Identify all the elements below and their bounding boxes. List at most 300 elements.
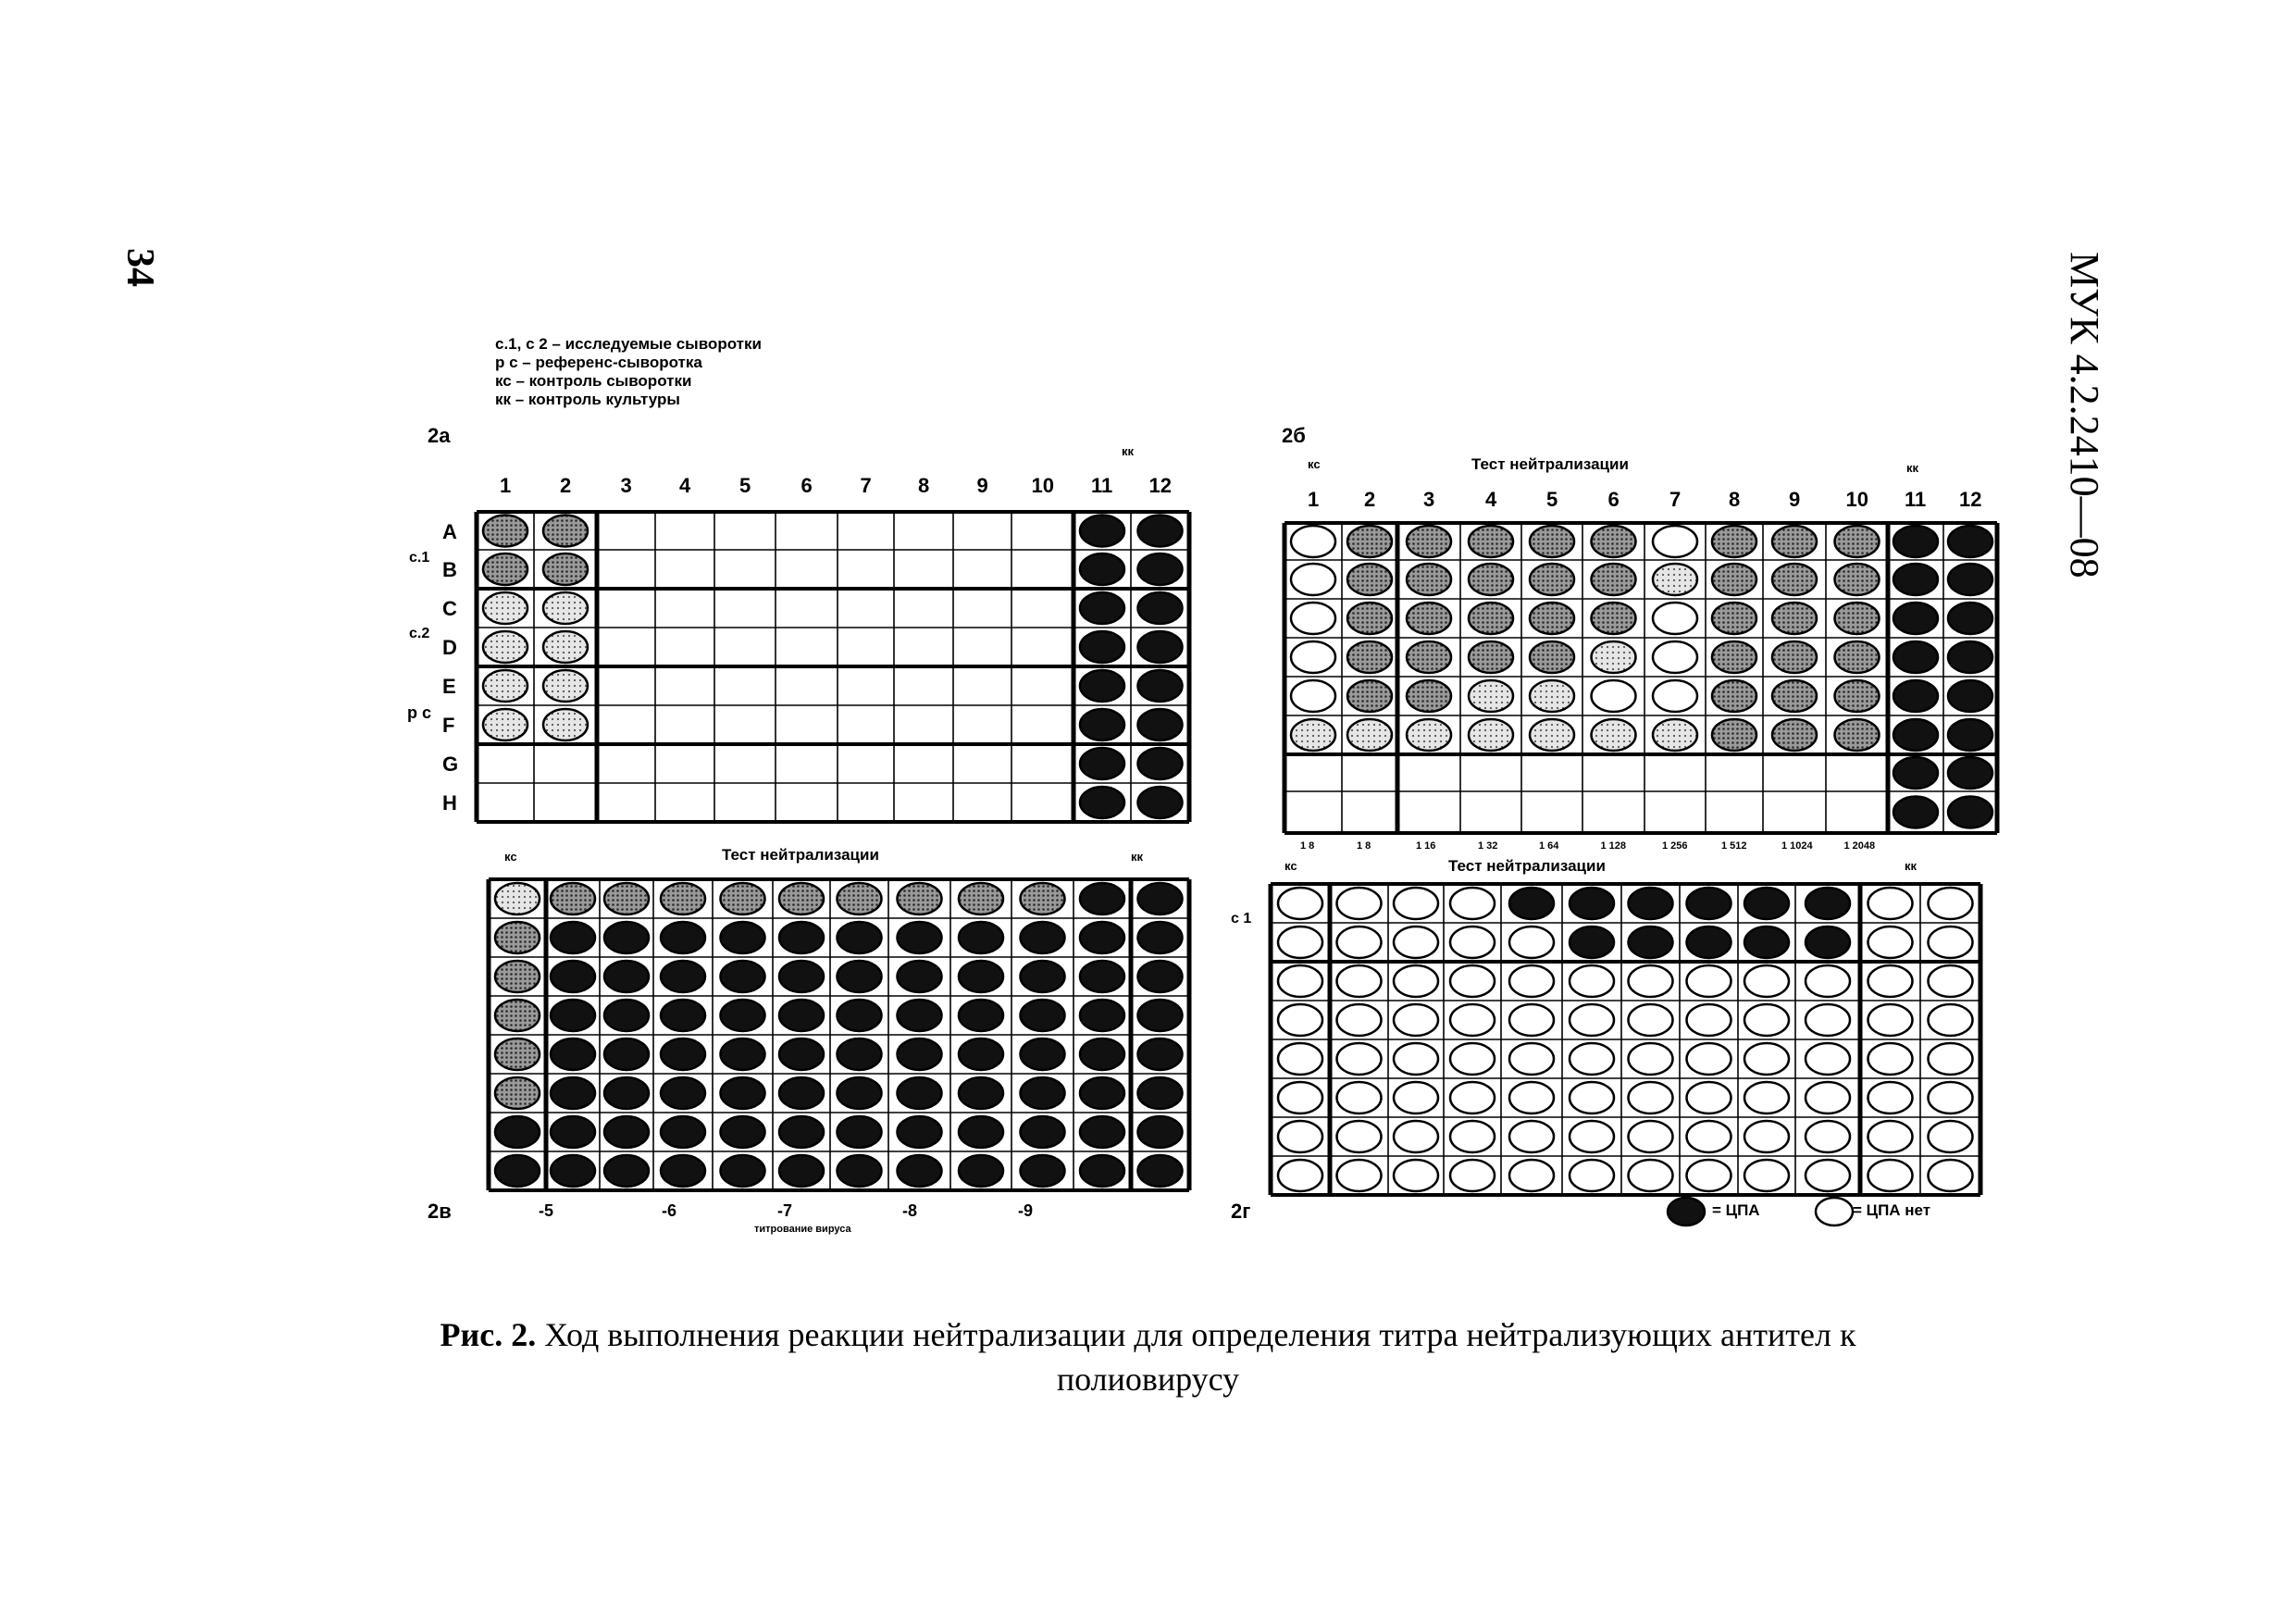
panel-a-row-B: B [442,558,457,581]
panel-d-well-r3-c10 [1806,965,1850,997]
panel-d-well-r2-c1 [1278,927,1322,958]
panel-c-well-r2-c6 [779,922,824,953]
panel-c-well-r2-c7 [838,922,882,953]
panel-d-well-r6-c5 [1509,1082,1554,1113]
panel-c-well-r4-c12 [1138,1000,1183,1031]
panel-a-well-r3-c12 [1138,592,1183,624]
panel-a-col-7: 7 [860,474,872,497]
panel-d-well-r5-c2 [1337,1043,1382,1075]
panel-d-well-r7-c5 [1509,1121,1554,1152]
panel-b-well-r7-c11 [1893,757,1938,789]
panel-c-well-r4-c10 [1021,1000,1065,1031]
panel-d-well-r6-c4 [1450,1082,1495,1113]
panel-b-well-r5-c11 [1893,680,1938,712]
panel-d-well-r5-c9 [1744,1043,1789,1075]
panel-b-col-11: 11 [1905,488,1927,511]
panel-c-well-r3-c12 [1138,961,1183,992]
panel-d-well-r8-c6 [1570,1160,1614,1191]
panel-b-well-r3-c2 [1347,603,1392,634]
panel-b-well-r2-c2 [1347,564,1392,595]
panel-d-well-r4-c6 [1570,1004,1614,1036]
panel-b-col-2: 2 [1364,488,1376,511]
panel-d-well-r8-c3 [1394,1160,1438,1191]
panel-c-well-r4-c5 [721,1000,765,1031]
panel-b-kk-label: кк [1906,461,1919,475]
key-cpa-label: = ЦПА [1712,1201,1760,1219]
panel-b-well-r1-c2 [1347,526,1392,557]
key-no-cpa-label: = ЦПА нет [1853,1201,1931,1219]
panel-c-well-r1-c8 [898,883,942,914]
panel-c-well-r8-c9 [959,1155,1003,1187]
panel-d-well-r4-c9 [1744,1004,1789,1036]
panel-d-well-r2-c11 [1868,927,1913,958]
panel-c-well-r2-c4 [661,922,705,953]
panel-d-well-r4-c2 [1337,1004,1382,1036]
panel-c-well-r4-c2 [551,1000,595,1031]
panel-b-col-4: 4 [1485,488,1497,511]
panel-c-well-r1-c10 [1021,883,1065,914]
panel-d-well-r8-c10 [1806,1160,1850,1191]
panel-b-well-r5-c9 [1772,680,1817,712]
panel-a-well-r6-c2 [543,709,588,740]
panel-a-col-5: 5 [739,474,751,497]
panel-b-well-r1-c6 [1592,526,1636,557]
panel-d-well-r5-c1 [1278,1043,1322,1075]
panel-a-well-r8-c11 [1080,787,1124,818]
panel-a-col-12: 12 [1148,474,1172,497]
panel-c-well-r6-c2 [551,1077,595,1109]
panel-a-well-r8-c12 [1138,787,1183,818]
panel-c-well-r8-c7 [838,1155,882,1187]
panel-d-well-r5-c3 [1394,1043,1438,1075]
panel-d-well-r8-c1 [1278,1160,1322,1191]
panel-d-well-r7-c1 [1278,1121,1322,1152]
panel-c-well-r8-c12 [1138,1155,1183,1187]
panel-d-well-r4-c4 [1450,1004,1495,1036]
panel-a-well-r6-c1 [483,709,527,740]
panel-c-well-r5-c10 [1021,1039,1065,1070]
panel-c-well-r4-c6 [779,1000,824,1031]
panel-c-well-r6-c12 [1138,1077,1183,1109]
panel-b-well-r5-c6 [1592,680,1636,712]
panel-b-well-r2-c10 [1835,564,1880,595]
panel-d-well-r2-c3 [1394,927,1438,958]
panel-c-well-r5-c5 [721,1039,765,1070]
panel-c-well-r7-c11 [1080,1116,1124,1148]
panel-a-well-r5-c11 [1080,670,1124,702]
panel-a-row-H: H [442,791,457,815]
panel-d-well-r4-c7 [1629,1004,1673,1036]
panel-a-well-r5-c2 [543,670,588,702]
panel-c-well-r5-c1 [495,1039,540,1070]
panel-c-well-r6-c4 [661,1077,705,1109]
panel-c-well-r1-c12 [1138,883,1183,914]
panel-c-well-r4-c8 [898,1000,942,1031]
panel-a-col-6: 6 [800,474,813,497]
panel-c-well-r7-c6 [779,1116,824,1148]
panel-b-well-r4-c6 [1592,641,1636,673]
panel-c-ks-label: кс [504,850,517,864]
panel-c-well-r3-c4 [661,961,705,992]
panel-d-well-r1-c3 [1394,888,1438,919]
panel-c-well-r1-c9 [959,883,1003,914]
panel-d-label: 2г [1231,1200,1251,1223]
panel-b-dilution-5: 1 64 [1539,840,1559,852]
panel-b-well-r1-c12 [1948,526,1992,557]
panel-b-well-r1-c11 [1893,526,1938,557]
panel-c-well-r6-c7 [838,1077,882,1109]
panel-b-well-r6-c2 [1347,719,1392,751]
panel-c-well-r2-c1 [495,922,540,953]
panel-b-well-r2-c6 [1592,564,1636,595]
panel-c-well-r3-c5 [721,961,765,992]
panel-c-tick-5: -9 [1018,1201,1034,1220]
panel-a-well-r1-c12 [1138,516,1183,547]
panel-c-well-r8-c11 [1080,1155,1124,1187]
panel-b-well-r2-c3 [1407,564,1451,595]
panel-b-well-r2-c1 [1291,564,1335,595]
panel-b-well-r4-c3 [1407,641,1451,673]
panel-d-well-r5-c11 [1868,1043,1913,1075]
panel-d-well-r1-c10 [1806,888,1850,919]
panel-d-well-r7-c12 [1929,1121,1973,1152]
panel-b-well-r4-c7 [1653,641,1697,673]
panel-b-dilution-9: 1 1024 [1781,840,1813,852]
panel-b-well-r3-c3 [1407,603,1451,634]
panel-a-row-F: F [442,714,455,737]
panel-b-well-r3-c5 [1530,603,1574,634]
panel-d-well-r3-c11 [1868,965,1913,997]
panel-c-well-r7-c5 [721,1116,765,1148]
panel-d-well-r1-c7 [1629,888,1673,919]
legend-line-2: р с – референс-сыворотка [495,354,702,371]
panel-c-well-r1-c1 [495,883,540,914]
legend-line-1: с.1, с 2 – исследуемые сыворотки [495,335,762,353]
panel-c-well-r6-c1 [495,1077,540,1109]
panel-c-well-r3-c11 [1080,961,1124,992]
panel-a-row-G: G [442,753,459,776]
panel-d-well-r2-c2 [1337,927,1382,958]
panel-c-well-r6-c3 [604,1077,649,1109]
panel-c-well-r4-c4 [661,1000,705,1031]
panel-a-well-r4-c12 [1138,631,1183,663]
panel-a-well-r5-c12 [1138,670,1183,702]
panel-c-well-r6-c10 [1021,1077,1065,1109]
panel-a-well-r2-c11 [1080,554,1124,585]
panel-a-col-10: 10 [1031,474,1054,497]
panel-c-well-r2-c3 [604,922,649,953]
panel-d-well-r8-c7 [1629,1160,1673,1191]
page-number: 34 [118,248,161,287]
panel-b-well-r4-c8 [1712,641,1756,673]
panel-c-well-r5-c9 [959,1039,1003,1070]
panel-a-well-r1-c1 [483,516,527,547]
panel-b-well-r1-c10 [1835,526,1880,557]
panel-b-dilution-1: 1 8 [1300,840,1315,852]
panel-a-well-r5-c1 [483,670,527,702]
panel-b-col-1: 1 [1308,488,1320,511]
panel-a-kk-label: кк [1122,444,1135,458]
panel-c-well-r3-c1 [495,961,540,992]
panel-b-well-r3-c7 [1653,603,1697,634]
panel-d-well-r7-c11 [1868,1121,1913,1152]
panel-d-well-r5-c8 [1687,1043,1731,1075]
panel-b-well-r6-c6 [1592,719,1636,751]
panel-b-well-r1-c3 [1407,526,1451,557]
panel-c-well-r2-c8 [898,922,942,953]
panel-c-well-r4-c9 [959,1000,1003,1031]
panel-d-well-r4-c3 [1394,1004,1438,1036]
panel-c-well-r5-c8 [898,1039,942,1070]
panel-c-well-r6-c8 [898,1077,942,1109]
key-cpa-symbol [1668,1198,1705,1225]
panel-c-kk-label: кк [1131,850,1144,864]
panel-d-well-r2-c6 [1570,927,1614,958]
panel-c-well-r7-c7 [838,1116,882,1148]
panel-d-well-r1-c6 [1570,888,1614,919]
panel-d-well-r8-c2 [1337,1160,1382,1191]
panel-a-row-C: C [442,597,457,620]
panel-b-well-r4-c12 [1948,641,1992,673]
panel-d-well-r5-c4 [1450,1043,1495,1075]
panel-a-well-r4-c11 [1080,631,1124,663]
panel-d-well-r3-c5 [1509,965,1554,997]
panel-b-well-r2-c7 [1653,564,1697,595]
panel-d-well-r6-c7 [1629,1082,1673,1113]
panel-b-col-10: 10 [1845,488,1868,511]
panel-d-well-r7-c7 [1629,1121,1673,1152]
panel-d-well-r5-c5 [1509,1043,1554,1075]
panel-b-dilution-7: 1 256 [1662,840,1688,852]
panel-a-col-2: 2 [560,474,572,497]
panel-c-well-r7-c4 [661,1116,705,1148]
panel-b-well-r6-c4 [1469,719,1513,751]
panel-c-well-r5-c2 [551,1039,595,1070]
panel-b-well-r6-c9 [1772,719,1817,751]
panel-b-col-5: 5 [1546,488,1558,511]
panel-d-well-r2-c10 [1806,927,1850,958]
panel-b-well-r1-c8 [1712,526,1756,557]
panel-b-well-r2-c5 [1530,564,1574,595]
panel-c-well-r8-c5 [721,1155,765,1187]
panel-b-well-r6-c7 [1653,719,1697,751]
panel-d-well-r4-c1 [1278,1004,1322,1036]
panel-c-well-r1-c5 [721,883,765,914]
panel-d-row-label: с 1 [1231,911,1252,927]
panel-a-well-r4-c2 [543,631,588,663]
panel-b-well-r5-c1 [1291,680,1335,712]
panel-d-well-r5-c6 [1570,1043,1614,1075]
panel-c-well-r1-c4 [661,883,705,914]
panel-b-dilution-10: 1 2048 [1843,840,1876,852]
panel-b-well-r1-c7 [1653,526,1697,557]
panel-c-well-r3-c7 [838,961,882,992]
panel-b-dilution-2: 1 8 [1357,840,1371,852]
panel-a-col-9: 9 [976,474,988,497]
panel-c-well-r4-c7 [838,1000,882,1031]
panel-a-well-r7-c11 [1080,748,1124,779]
panel-d-well-r4-c8 [1687,1004,1731,1036]
panel-b-well-r3-c10 [1835,603,1880,634]
panel-d-well-r6-c8 [1687,1082,1731,1113]
panel-b-well-r4-c4 [1469,641,1513,673]
panel-b-well-r4-c11 [1893,641,1938,673]
panel-d-well-r3-c1 [1278,965,1322,997]
panel-d-well-r4-c12 [1929,1004,1973,1036]
panel-c-well-r5-c7 [838,1039,882,1070]
panel-b-well-r3-c9 [1772,603,1817,634]
panel-a-well-r3-c1 [483,592,527,624]
panel-d-well-r6-c1 [1278,1082,1322,1113]
panel-b-well-r2-c9 [1772,564,1817,595]
panel-c-well-r3-c8 [898,961,942,992]
panel-a-well-r3-c11 [1080,592,1124,624]
panel-d-well-r3-c3 [1394,965,1438,997]
panel-a-col-11: 11 [1091,474,1113,497]
panel-c-well-r8-c1 [495,1155,540,1187]
panel-c-well-r8-c8 [898,1155,942,1187]
panel-d-well-r4-c10 [1806,1004,1850,1036]
panel-d-well-r7-c2 [1337,1121,1382,1152]
panel-c-well-r2-c2 [551,922,595,953]
panel-d-well-r1-c9 [1744,888,1789,919]
panel-b-well-r5-c3 [1407,680,1451,712]
panel-c-well-r5-c6 [779,1039,824,1070]
panel-c-label: 2в [428,1200,452,1223]
document-code: МУК 4.2.2410—08 [2062,252,2107,578]
panel-b-col-12: 12 [1959,488,1982,511]
panel-b-well-r2-c4 [1469,564,1513,595]
panel-a-col-4: 4 [679,474,691,497]
panel-c-well-r5-c11 [1080,1039,1124,1070]
panel-b-well-r1-c9 [1772,526,1817,557]
panel-b-col-3: 3 [1423,488,1435,511]
panel-b-dilution-6: 1 128 [1600,840,1627,852]
panel-b-well-r5-c10 [1835,680,1880,712]
panel-d-well-r6-c3 [1394,1082,1438,1113]
panel-c-well-r6-c11 [1080,1077,1124,1109]
key-no-cpa-symbol [1816,1198,1853,1225]
panel-b-well-r6-c11 [1893,719,1938,751]
panel-d-well-r1-c4 [1450,888,1495,919]
panel-d-well-r7-c9 [1744,1121,1789,1152]
panel-a-well-r1-c2 [543,516,588,547]
panel-c-well-r2-c11 [1080,922,1124,953]
panel-d-well-r3-c12 [1929,965,1973,997]
panel-c-well-r3-c6 [779,961,824,992]
panel-c-well-r6-c6 [779,1077,824,1109]
panel-a-serum-c1: с.1 [409,550,430,566]
panel-b-well-r4-c9 [1772,641,1817,673]
panel-b-col-7: 7 [1669,488,1682,511]
panel-b-well-r6-c10 [1835,719,1880,751]
panel-b-well-r3-c12 [1948,603,1992,634]
panel-d-kk-label: кк [1905,859,1917,873]
panel-c-well-r8-c3 [604,1155,649,1187]
panel-b-well-r8-c12 [1948,797,1992,828]
panel-b-well-r5-c5 [1530,680,1574,712]
panel-c-well-r7-c1 [495,1116,540,1148]
panel-a-well-r2-c2 [543,554,588,585]
panel-d-well-r1-c5 [1509,888,1554,919]
panel-b-well-r3-c8 [1712,603,1756,634]
panel-a-well-r6-c11 [1080,709,1124,740]
panel-b-well-r3-c1 [1291,603,1335,634]
panel-d-well-r6-c2 [1337,1082,1382,1113]
panel-c-well-r7-c10 [1021,1116,1065,1148]
panel-d-well-r1-c2 [1337,888,1382,919]
panel-d-well-r3-c4 [1450,965,1495,997]
panel-d-well-r2-c12 [1929,927,1973,958]
panel-b-well-r5-c4 [1469,680,1513,712]
panel-b-well-r2-c12 [1948,564,1992,595]
panel-d-well-r7-c8 [1687,1121,1731,1152]
panel-b-well-r6-c3 [1407,719,1451,751]
panel-c-well-r8-c4 [661,1155,705,1187]
panel-d-well-r1-c8 [1687,888,1731,919]
panel-b-well-r2-c11 [1893,564,1938,595]
panel-b-label: 2б [1282,424,1306,447]
panel-d-well-r2-c4 [1450,927,1495,958]
panel-b-well-r3-c6 [1592,603,1636,634]
panel-c-tick-1: -5 [539,1201,554,1220]
panel-c-well-r1-c11 [1080,883,1124,914]
panel-a-well-r7-c12 [1138,748,1183,779]
panel-c-well-r8-c6 [779,1155,824,1187]
panel-c-well-r1-c6 [779,883,824,914]
panel-d-well-r1-c11 [1868,888,1913,919]
panel-c-well-r4-c3 [604,1000,649,1031]
panel-b-col-9: 9 [1789,488,1801,511]
panel-b-col-6: 6 [1607,488,1620,511]
panel-c-tick-4: -8 [902,1201,918,1220]
panel-c-well-r1-c3 [604,883,649,914]
panel-a-well-r2-c12 [1138,554,1183,585]
panel-c-well-r6-c9 [959,1077,1003,1109]
panel-a-serum-rc: р с [407,703,432,722]
panel-c-well-r3-c10 [1021,961,1065,992]
panel-c-well-r3-c2 [551,961,595,992]
panel-d-well-r8-c4 [1450,1160,1495,1191]
panel-b-well-r1-c5 [1530,526,1574,557]
panel-c-x-caption: титрование вируса [754,1224,851,1235]
panel-d-well-r8-c8 [1687,1160,1731,1191]
panel-d-well-r3-c6 [1570,965,1614,997]
panel-c-title: Тест нейтрализации [722,846,879,864]
panel-d-well-r2-c9 [1744,927,1789,958]
panel-c-well-r7-c3 [604,1116,649,1148]
panel-a-well-r6-c12 [1138,709,1183,740]
panel-d-ks-label: кс [1285,859,1297,873]
panel-d-well-r4-c11 [1868,1004,1913,1036]
panel-d-well-r5-c12 [1929,1043,1973,1075]
panel-c-well-r2-c10 [1021,922,1065,953]
panel-c-well-r6-c5 [721,1077,765,1109]
panel-c-well-r8-c2 [551,1155,595,1187]
panel-b-well-r4-c2 [1347,641,1392,673]
panel-d-well-r6-c11 [1868,1082,1913,1113]
panel-b-dilution-3: 1 16 [1416,840,1436,852]
panel-a-row-E: E [442,675,456,698]
panel-a-row-D: D [442,636,457,659]
panel-b-title: Тест нейтрализации [1471,455,1629,473]
panel-d-well-r1-c12 [1929,888,1973,919]
panel-d-well-r7-c3 [1394,1121,1438,1152]
panel-d-well-r8-c12 [1929,1160,1973,1191]
panel-d-well-r8-c5 [1509,1160,1554,1191]
panel-a-col-3: 3 [620,474,632,497]
panel-c-well-r4-c1 [495,1000,540,1031]
